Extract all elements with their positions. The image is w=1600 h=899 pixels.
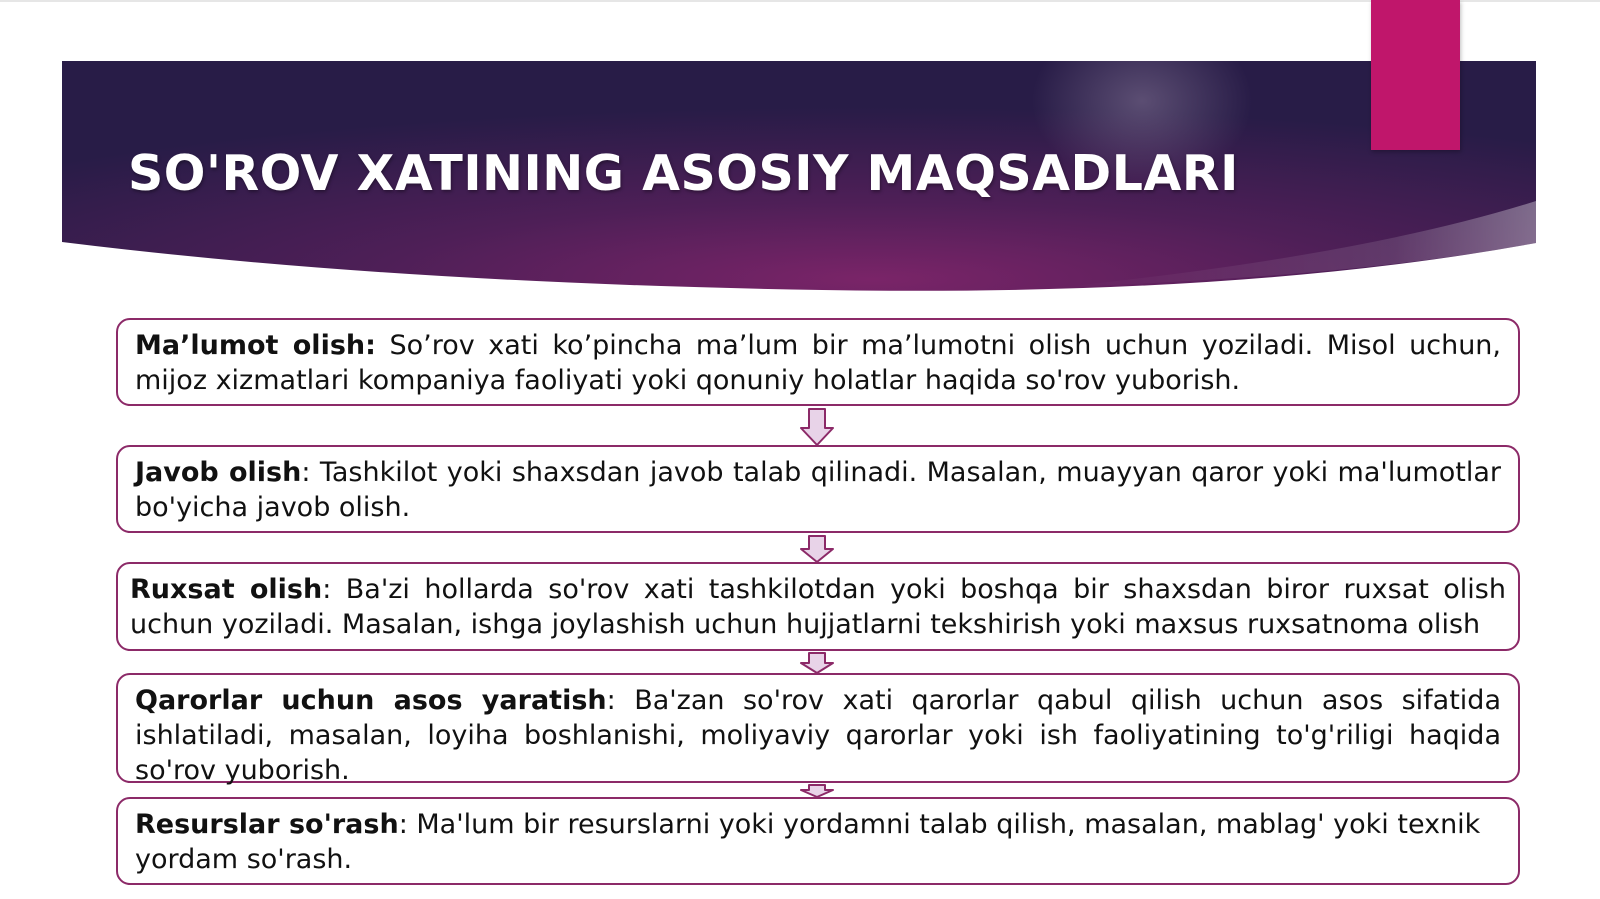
- title-banner: [62, 61, 1536, 301]
- purpose-text: : Ba'zan so'rov xati qarorlar qabul qilish uchun asos sifatida ishlatiladi, masalan, loyiha boshlanishi, moliyaviy qarorlar yoki ish faoliyatining to'g'riligi haqida so'rov yuborish.: [135, 685, 1501, 786]
- purpose-text: So’rov xati ko’pincha ma’lum bir ma’lumotni olish uchun yoziladi. Misol uchun, mijoz xizmatlari kompaniya faoliyati yoki qonuniy holatlar haqida so'rov yuborish.: [135, 330, 1502, 396]
- purpose-box-4: [116, 673, 1520, 786]
- purpose-box-1: [116, 318, 1520, 406]
- purpose-term: Javob olish: [135, 457, 302, 488]
- purpose-box-2: [116, 445, 1520, 533]
- slide-title: SO'ROV XATINING ASOSIY MAQSADLARI: [128, 145, 1239, 202]
- purpose-term: Qarorlar uchun asos yaratish: [135, 685, 607, 716]
- purpose-text: : Ma'lum bir resurslarni yoki yordamni talab qilish, masalan, mablag' yoki texnik yordam so'rash.: [135, 809, 1481, 875]
- accent-bar: [1371, 0, 1460, 150]
- down-arrow-icon: [799, 652, 835, 674]
- down-arrow-icon: [799, 535, 835, 563]
- purpose-box-5: [116, 797, 1520, 885]
- purpose-term: Ruxsat olish: [130, 574, 323, 605]
- purpose-box-3: [116, 562, 1520, 651]
- down-arrow-icon: [799, 408, 835, 446]
- purpose-term: Resurslar so'rash: [135, 809, 399, 840]
- purpose-term: Ma’lumot olish:: [135, 330, 376, 361]
- purpose-text: : Tashkilot yoki shaxsdan javob talab qilinadi. Masalan, muayyan qaror yoki ma'lumotlar bo'yicha javob olish.: [135, 457, 1501, 523]
- purpose-text: : Ba'zi hollarda so'rov xati tashkilotdan yoki boshqa bir shaxsdan biror ruxsat olish uchun yoziladi. Masalan, ishga joylashish uchun hujjatlarni tekshirish yoki maxsus ruxsatnoma olish: [130, 574, 1506, 640]
- top-divider: [0, 0, 1600, 2]
- down-arrow-icon: [799, 784, 835, 798]
